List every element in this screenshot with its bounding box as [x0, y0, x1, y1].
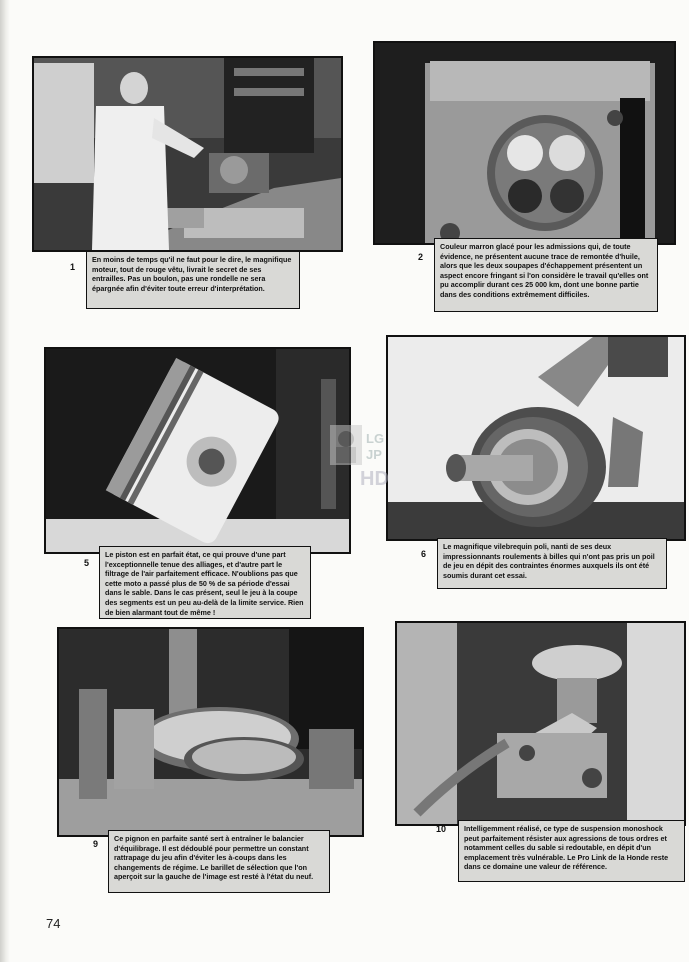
lgjp-hd-watermark-logo-icon — [330, 425, 402, 493]
figure-5-number: 5 — [84, 558, 90, 568]
page-number: 74 — [46, 916, 61, 931]
svg-text:LG: LG — [366, 431, 385, 446]
figure-5-photo — [44, 347, 351, 554]
watermark-glyph — [330, 425, 402, 493]
figure-6-number: 6 — [421, 549, 427, 559]
figure-1-number: 1 — [70, 262, 76, 272]
figure-6-caption: Le magnifique vilebrequin poli, nanti de ses deux impressionnants roulements à billes qui n'ont pas pris un poil de jeu en dépit des contraintes énormes auxquels ils ont été soumis durant cet essai. — [437, 538, 667, 589]
svg-text:HD: HD — [360, 468, 389, 490]
figure-9-number: 9 — [93, 839, 99, 849]
cylinder-head-valves-photo-icon — [375, 43, 674, 243]
figure-9-caption: Ce pignon en parfaite santé sert à entraîner le balancier d'équilibrage. Il est dédoublé pour permettre un constant rattrapage du jeu afin d'éviter les à-coups dans les changements de régime. Le barillet de sélection que l'on aperçoit sur la gauche de l'image est resté à l'état du neuf. — [108, 830, 330, 893]
svg-text:JP: JP — [366, 447, 382, 462]
figure-9-photo — [57, 627, 364, 837]
figure-1-caption: En moins de temps qu'il ne faut pour le dire, le magnifique moteur, tout de rouge vêtu, livrait le secret de ses entrailles. Pas un boulon, pas une rondelle ne sera épargnée afin d'éviter toute erreur d'interprétation. — [86, 251, 300, 309]
gearbox-pinion-photo-icon — [59, 629, 362, 835]
crankshaft-photo-icon — [388, 337, 684, 539]
figure-5-caption: Le piston est en parfait état, ce qui prouve d'une part l'exceptionnelle tenue des alliages, et d'autre part le filtrage de l'air parfaitement efficace. N'oublions pas que cette moto a passé plus de 50 % de sa période d'essai dans le sable. Dans le cas présent, seul le jeu à la coupe des segments est un peu au-delà de la limite service. Rien de bien alarmant tout de même ! — [99, 546, 311, 619]
figure-1-photo — [32, 56, 343, 252]
workshop-mechanic-photo-icon — [34, 58, 341, 250]
figure-10-number: 10 — [436, 824, 447, 834]
figure-6-photo — [386, 335, 686, 541]
figure-2-caption: Couleur marron glacé pour les admissions qui, de toute évidence, ne présentent aucune trace de remontée d'huile, alors que les deux soupapes d'échappement présentent un aspect encore fringant si l'on considère le travail qu'elles ont pu accomplir durant ces 25 000 km, dont une bonne partie dans des conditions extrêmement difficiles. — [434, 238, 658, 312]
figure-10-caption: Intelligemment réalisé, ce type de suspension monoshock peut parfaitement résister aux agressions de tous ordres et notamment celles du sable si redoutable, en dépit d'un emplacement très vulnérable. Le Pro Link de la Honde reste dans ce domaine une valeur de référence. — [458, 820, 685, 882]
figure-10-photo — [395, 621, 686, 826]
figure-2-number: 2 — [418, 252, 424, 262]
figure-2-photo — [373, 41, 676, 245]
pro-link-suspension-photo-icon — [397, 623, 684, 824]
piston-photo-icon — [46, 349, 349, 552]
page-binding-edge — [0, 0, 10, 962]
